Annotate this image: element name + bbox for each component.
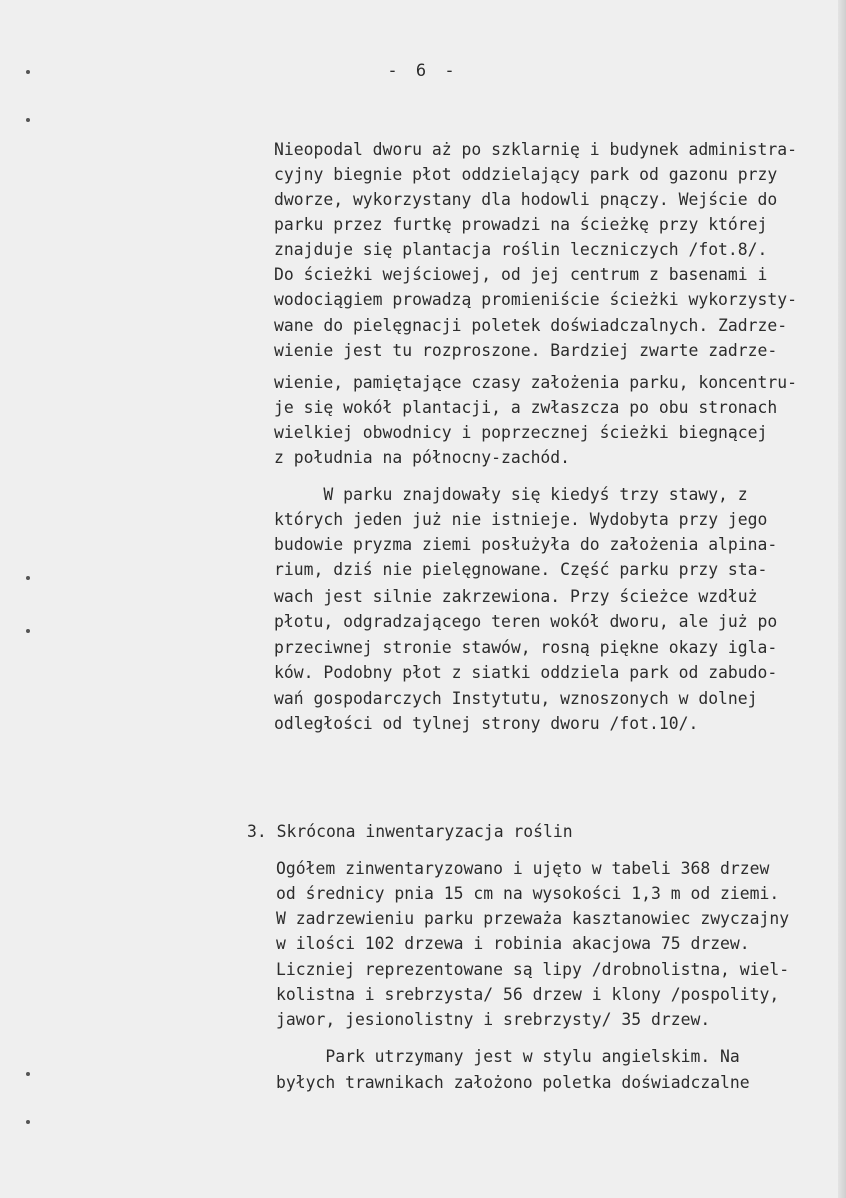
text-line: kolistna i srebrzysta/ 56 drzew i klony /pospolity, [276, 985, 780, 1004]
text-line: dworze, wykorzystany dla hodowli pnączy. Wejście do [274, 190, 778, 209]
text-line: ków. Podobny płot z siatki oddziela park od zabudo- [274, 663, 778, 682]
text-line: Park utrzymany jest w stylu angielskim. Na [276, 1047, 740, 1066]
text-line: znajduje się plantacja roślin leczniczych /fot.8/. [274, 240, 768, 259]
text-line: jawor, jesionolistny i srebrzysty/ 35 drzew. [276, 1010, 711, 1029]
text-line: budowie pryzma ziemi posłużyła do założenia alpina- [274, 535, 778, 554]
text-line: je się wokół plantacji, a zwłaszcza po obu stronach [274, 398, 778, 417]
text-line: Nieopodal dworu aż po szklarnię i budynek administra- [274, 140, 798, 159]
text-line: W parku znajdowały się kiedyś trzy stawy, z [274, 485, 748, 504]
text-line: w ilości 102 drzewa i robinia akacjowa 75 drzew. [276, 934, 750, 953]
section-heading: 3. Skrócona inwentaryzacja roślin [247, 822, 573, 841]
punch-hole-mark [26, 1072, 30, 1076]
text-line: wienie, pamiętające czasy założenia parku, koncentru- [274, 373, 798, 392]
text-line: wań gospodarczych Instytutu, wznoszonych w dolnej [274, 689, 758, 708]
text-line: Do ścieżki wejściowej, od jej centrum z basenami i [274, 265, 768, 284]
text-line: Ogółem zinwentaryzowano i ujęto w tabeli 368 drzew [276, 859, 770, 878]
page-number: - 6 - [387, 61, 459, 81]
text-line: parku przez furtkę prowadzi na ścieżkę przy której [274, 215, 768, 234]
punch-hole-mark [26, 1120, 30, 1124]
text-line: przeciwnej stronie stawów, rosną piękne okazy igla- [274, 638, 778, 657]
text-line: wodociągiem prowadzą promieniście ścieżki wykorzysty- [274, 290, 798, 309]
text-line: cyjny biegnie płot oddzielający park od gazonu przy [274, 165, 778, 184]
punch-hole-mark [26, 629, 30, 633]
text-line: od średnicy pnia 15 cm na wysokości 1,3 m od ziemi. [276, 884, 780, 903]
text-line: z południa na północny-zachód. [274, 448, 571, 467]
punch-hole-mark [26, 118, 30, 122]
text-line: wane do pielęgnacji poletek doświadczalnych. Zadrze- [274, 316, 788, 335]
text-line: byłych trawnikach założono poletka doświadczalne [276, 1073, 750, 1092]
text-line: wielkiej obwodnicy i poprzecznej ścieżki biegnącej [274, 423, 768, 442]
text-line: płotu, odgradzającego teren wokół dworu, ale już po [274, 612, 778, 631]
text-line: W zadrzewieniu parku przeważa kasztanowiec zwyczajny [276, 909, 790, 928]
text-line: rium, dziś nie pielęgnowane. Część parku przy sta- [274, 560, 768, 579]
text-line: których jeden już nie istnieje. Wydobyta przy jego [274, 510, 768, 529]
text-line: wach jest silnie zakrzewiona. Przy ścieżce wzdłuż [274, 587, 758, 606]
page-edge-shadow [838, 0, 846, 1198]
punch-hole-mark [26, 576, 30, 580]
text-line: odległości od tylnej strony dworu /fot.10/. [274, 714, 699, 733]
text-line: wienie jest tu rozproszone. Bardziej zwarte zadrze- [274, 341, 778, 360]
text-line: Liczniej reprezentowane są lipy /drobnolistna, wiel- [276, 960, 790, 979]
